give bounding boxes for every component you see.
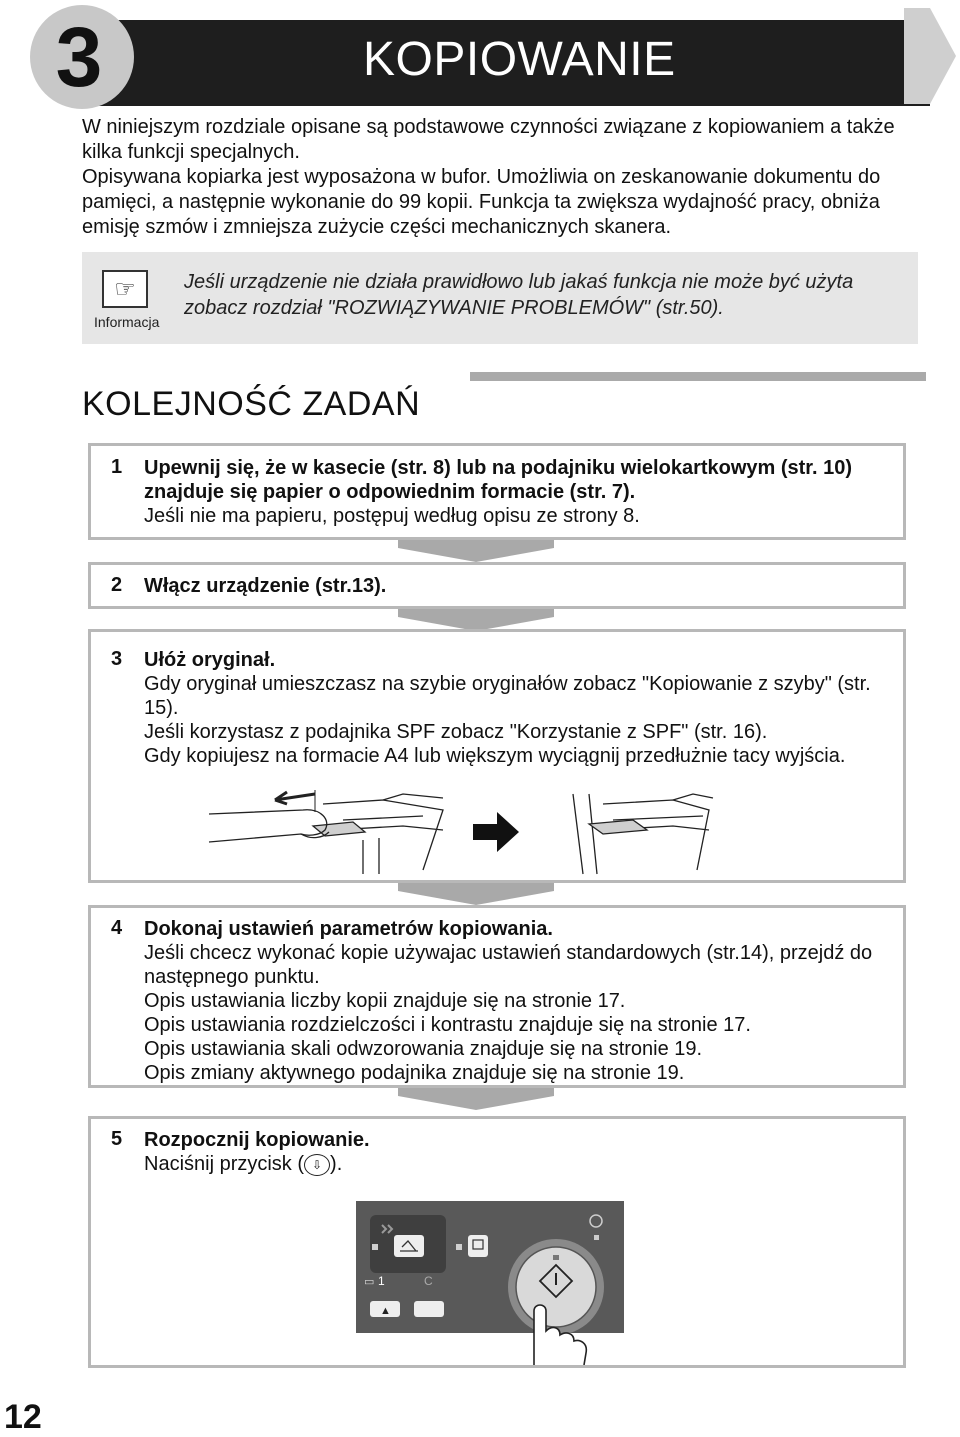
step-number: 2 <box>111 574 123 596</box>
copy-count-display: 1 <box>378 1274 385 1288</box>
section-title: KOLEJNOŚĆ ZADAŃ <box>82 385 421 423</box>
control-panel-illustration <box>356 1201 626 1365</box>
step-line: Gdy kopiujesz na formacie A4 lub większym wyciągnij przedłużnie tacy wyjścia. <box>144 745 846 767</box>
step-number: 4 <box>111 917 123 939</box>
section-rule <box>470 372 926 381</box>
step-body <box>144 574 893 598</box>
press-instruction <box>144 1152 893 1176</box>
step-title: Upewnij się, że w kasecie (str. 8) lub na podajniku wielokartkowym (str. 10) znajduje się papier o odpowiednim formacie (str. 7). <box>144 457 853 503</box>
step-line: Jeśli nie ma papieru, postępuj według opisu ze strony 8. <box>144 505 640 527</box>
step-body <box>144 648 893 768</box>
step-3 <box>88 629 906 883</box>
info-box <box>82 252 918 344</box>
clear-key-label: C <box>424 1274 433 1288</box>
info-label: Informacja <box>94 314 160 330</box>
chapter-arrow-fill <box>904 8 930 104</box>
info-text: Jeśli urządzenie nie działa prawidłowo lub jakaś funkcja nie może być użyta zobacz rozdział "ROZWIĄZYWANIE PROBLEMÓW" (str.50). <box>184 271 854 319</box>
chapter-title: KOPIOWANIE <box>363 33 676 86</box>
step-number: 1 <box>111 456 123 478</box>
step-5 <box>88 1116 906 1368</box>
step-body <box>144 456 893 528</box>
flow-arrow <box>398 883 554 905</box>
pointing-hand-icon: ☞ <box>102 270 148 308</box>
step-title: Rozpocznij kopiowanie. <box>144 1129 370 1151</box>
chapter-number-badge <box>30 5 134 109</box>
intro-text <box>82 115 932 240</box>
step-1 <box>88 443 906 540</box>
intro-paragraph-2: Opisywana kopiarka jest wyposażona w bufor. Umożliwia on zeskanowanie dokumentu do pamięci, a następnie wykonanie do 99 kopii. Funkcja ta zwiększa wydajność pracy, obniża emisję szmów i zmniejsza zużycie części mechanicznych skanera. <box>82 166 881 238</box>
step-line: Opis ustawiania liczby kopii znajduje się na stronie 17. <box>144 990 626 1012</box>
step-body <box>144 1128 893 1176</box>
svg-text:▲: ▲ <box>380 1305 391 1317</box>
flow-arrow <box>398 1088 554 1110</box>
step-title: Włącz urządzenie (str.13). <box>144 575 387 597</box>
step-number: 3 <box>111 648 123 670</box>
step-line: Opis zmiany aktywnego podajnika znajduje się na stronie 19. <box>144 1062 685 1084</box>
flow-arrow <box>398 609 554 631</box>
page-number: 12 <box>4 1398 42 1436</box>
step-number: 5 <box>111 1128 123 1150</box>
step-line: Jeśli chcecz wykonać kopie używajac ustawień standardowych (str.14), przejdź do następnego punktu. <box>144 942 873 988</box>
step-line: Jeśli korzystasz z podajnika SPF zobacz "Korzystanie z SPF" (str. 16). <box>144 721 768 743</box>
step-title: Ułóż oryginał. <box>144 649 276 671</box>
press-after: ). <box>330 1153 343 1175</box>
svg-text:▭: ▭ <box>364 1276 375 1288</box>
chapter-number: 3 <box>55 10 103 104</box>
chapter-arrow <box>930 8 956 104</box>
step-2 <box>88 562 906 609</box>
intro-paragraph-1: W niniejszym rozdziale opisane są podstawowe czynności związane z kopiowaniem a także kilka funkcji specjalnych. <box>82 116 895 163</box>
output-tray-illustration <box>203 790 723 878</box>
start-key-icon: ⇩ <box>304 1154 330 1176</box>
press-before: Naciśnij przycisk ( <box>144 1153 305 1175</box>
step-title: Dokonaj ustawień parametrów kopiowania. <box>144 918 553 940</box>
step-4 <box>88 905 906 1088</box>
step-body <box>144 917 893 1085</box>
step-line: Gdy oryginał umieszczasz na szybie oryginałów zobacz "Kopiowanie z szyby" (str. 15). <box>144 673 871 719</box>
step-line: Opis ustawiania skali odwzorowania znajduje się na stronie 19. <box>144 1038 703 1060</box>
step-line: Opis ustawiania rozdzielczości i kontrastu znajduje się na stronie 17. <box>144 1014 751 1036</box>
flow-arrow <box>398 540 554 562</box>
